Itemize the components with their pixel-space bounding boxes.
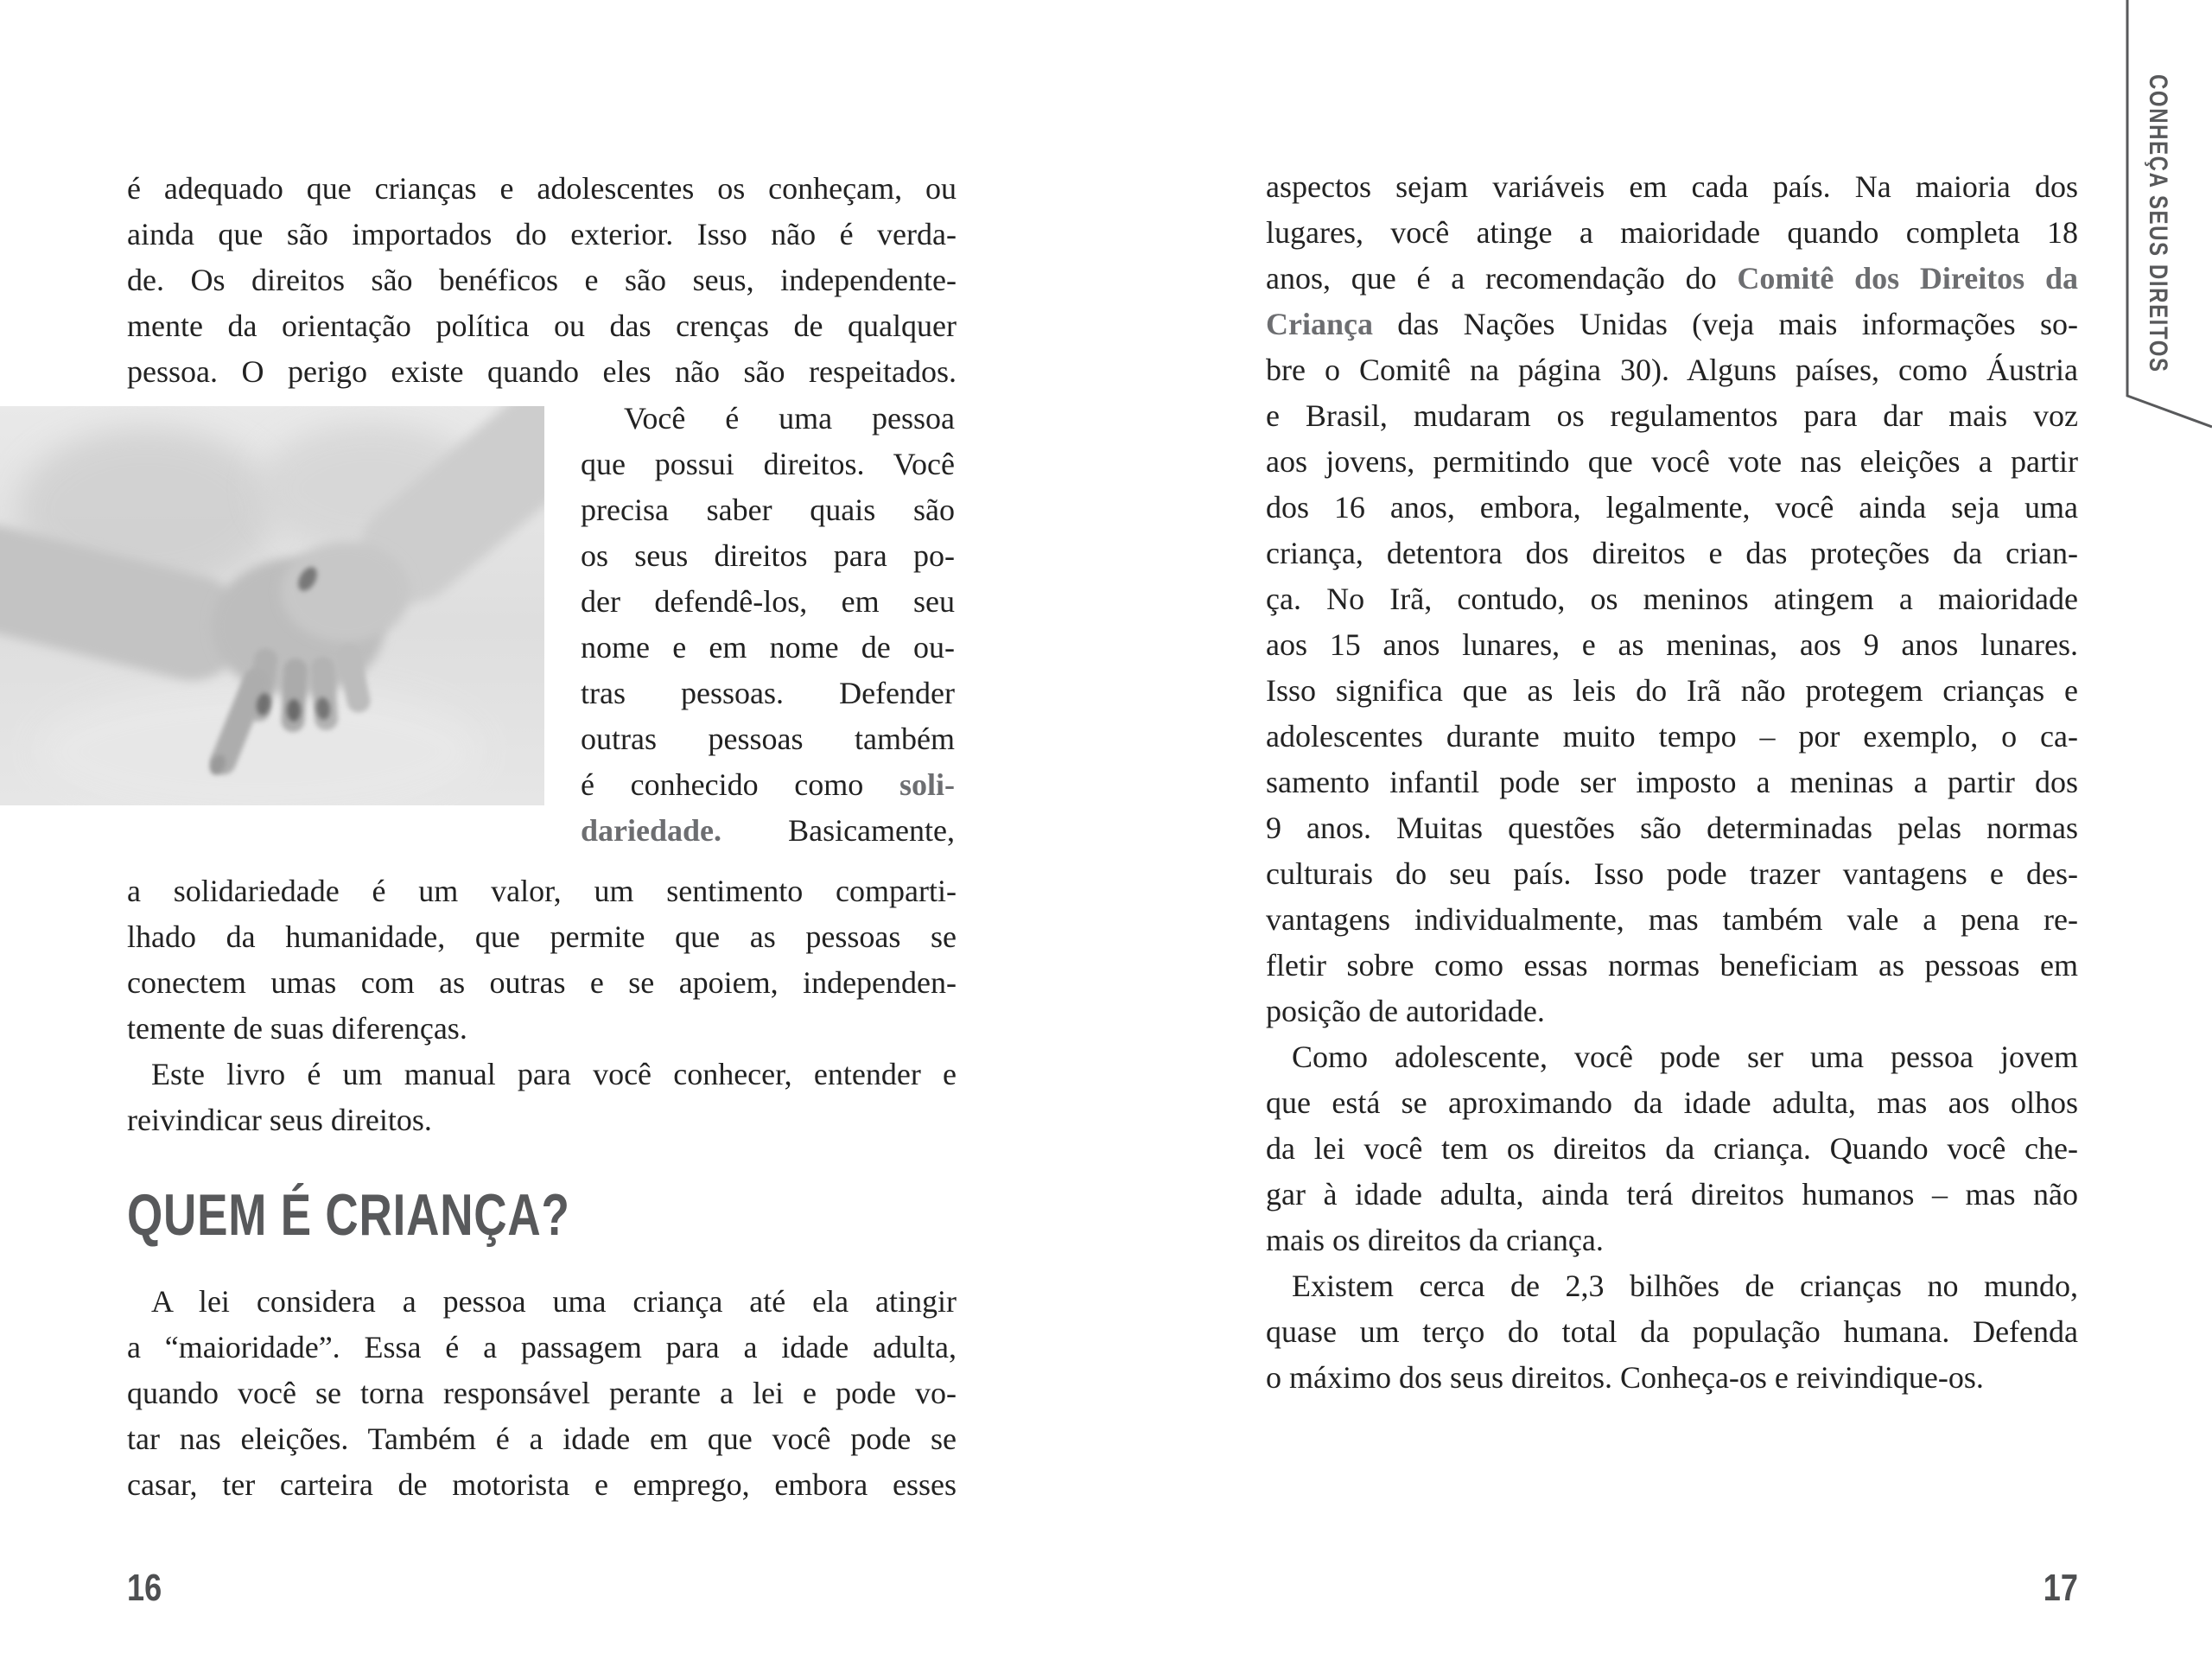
text-segment: o máximo dos seus direitos. Conheça-os e reivindique-os. (1266, 1360, 1984, 1395)
text-line (1266, 210, 2078, 256)
text-segment: posição de autoridade. (1266, 994, 1545, 1028)
text-line (1266, 760, 2078, 805)
accent-text-segment: Comitê dos Direitos da (1737, 261, 2078, 296)
text-line (1266, 1355, 2078, 1401)
holding-hands-photo-art (0, 406, 544, 805)
text-segment: aspectos sejam variáveis em cada país. Na maioria dos (1266, 169, 2078, 204)
text-segment: lhado da humanidade, que permite que as pessoas se (127, 919, 957, 954)
text-line (127, 258, 957, 303)
text-line (581, 716, 955, 762)
text-line (127, 166, 957, 212)
text-segment: de. Os direitos são benéficos e são seus, independente- (127, 263, 957, 297)
text-line (1266, 1126, 2078, 1172)
text-line (127, 1462, 957, 1508)
left-paragraph-intro (127, 166, 957, 395)
text-line (127, 1006, 957, 1052)
accent-text-segment: soli- (899, 767, 955, 802)
text-line (127, 212, 957, 258)
text-line (1266, 668, 2078, 714)
text-segment: quando você se torna responsável perante a lei e pode vo- (127, 1376, 957, 1410)
text-segment: outras pessoas também (581, 722, 955, 756)
text-segment: e Brasil, mudaram os regulamentos para dar mais voz (1266, 398, 2078, 433)
text-segment: ainda que são importados do exterior. Isso não é verda- (127, 217, 957, 251)
left-paragraph-manual (127, 1052, 957, 1143)
text-segment: culturais do seu país. Isso pode trazer vantagens e des- (1266, 856, 2078, 891)
text-segment: A lei considera a pessoa uma criança até ela atingir (151, 1284, 957, 1319)
text-line (127, 1279, 957, 1325)
text-line (1266, 622, 2078, 668)
text-line (1266, 576, 2078, 622)
text-line (1266, 347, 2078, 393)
text-segment: casar, ter carteira de motorista e emprego, embora esses (127, 1467, 957, 1502)
holding-hands-photo (0, 406, 544, 805)
text-line (1266, 164, 2078, 210)
text-segment: precisa saber quais são (581, 493, 955, 527)
page-number-left (127, 1569, 169, 1607)
text-segment: fletir sobre como essas normas beneficiam as pessoas em (1266, 948, 2078, 983)
text-line (127, 1052, 957, 1097)
text-line (1266, 805, 2078, 851)
text-segment: lugares, você atinge a maioridade quando completa 18 (1266, 215, 2078, 250)
text-segment: é adequado que crianças e adolescentes os conheçam, ou (127, 171, 957, 206)
text-segment: Basicamente, (721, 813, 955, 848)
text-line (1266, 1263, 2078, 1309)
text-line (127, 1371, 957, 1416)
text-segment: 9 anos. Muitas questões são determinadas pelas normas (1266, 811, 2078, 845)
text-segment: que está se aproximando da idade adulta, mas aos olhos (1266, 1085, 2078, 1120)
text-line (1266, 302, 2078, 347)
text-segment: que possui direitos. Você (581, 447, 955, 481)
accent-text-segment: Criança (1266, 307, 1373, 341)
text-line (581, 533, 955, 579)
text-line (127, 1325, 957, 1371)
text-line (127, 1416, 957, 1462)
text-segment: os seus direitos para po- (581, 538, 955, 573)
text-segment: aos jovens, permitindo que você vote nas eleições a partir (1266, 444, 2078, 479)
text-line (127, 960, 957, 1006)
text-segment: adolescentes durante muito tempo – por exemplo, o ca- (1266, 719, 2078, 754)
text-segment: Como adolescente, você pode ser uma pessoa jovem (1292, 1040, 2078, 1074)
text-segment: a “maioridade”. Essa é a passagem para a idade adulta, (127, 1330, 957, 1364)
chapter-tab-label: CONHEÇA SEUS DIREITOS (2144, 74, 2172, 373)
text-segment: quase um terço do total da população humana. Defenda (1266, 1314, 2078, 1349)
text-segment: der defendê-los, em seu (581, 584, 955, 619)
text-segment: ça. No Irã, contudo, os meninos atingem a maioridade (1266, 582, 2078, 616)
text-segment: a solidariedade é um valor, um sentimento comparti- (127, 874, 957, 908)
text-line (1266, 393, 2078, 439)
text-line (1266, 531, 2078, 576)
text-segment: Existem cerca de 2,3 bilhões de crianças no mundo, (1292, 1269, 2078, 1303)
text-line (581, 808, 955, 854)
text-line (581, 762, 955, 808)
text-segment: mente da orientação política ou das crenças de qualquer (127, 308, 957, 343)
text-line (127, 349, 957, 395)
text-segment: Você é uma pessoa (624, 401, 955, 436)
text-line (1266, 714, 2078, 760)
text-segment: Isso significa que as leis do Irã não protegem crianças e (1266, 673, 2078, 708)
text-segment: das Nações Unidas (veja mais informações so- (1372, 307, 2078, 341)
text-line (1266, 1034, 2078, 1080)
text-segment: anos, que é a recomendação do (1266, 261, 1738, 296)
text-line (1266, 1172, 2078, 1218)
text-segment: pessoa. O perigo existe quando eles não são respeitados. (127, 354, 957, 389)
text-line (1266, 851, 2078, 897)
left-paragraph-law (127, 1279, 957, 1508)
text-segment: gar à idade adulta, ainda terá direitos humanos – mas não (1266, 1177, 2078, 1212)
accent-text-segment: dariedade. (581, 813, 722, 848)
text-line (1266, 1309, 2078, 1355)
text-line (581, 442, 955, 487)
text-line (581, 625, 955, 671)
text-line (1266, 256, 2078, 302)
text-segment: reivindicar seus direitos. (127, 1103, 432, 1137)
page-number-right-value: 17 (2043, 1567, 2078, 1609)
text-segment: conectem umas com as outras e se apoiem, independen- (127, 965, 957, 1000)
page-number-left-value: 16 (127, 1567, 162, 1609)
text-line (581, 579, 955, 625)
text-line (581, 487, 955, 533)
text-line (1266, 1080, 2078, 1126)
text-segment: é conhecido como (581, 767, 899, 802)
text-line (581, 671, 955, 716)
right-page-column (1266, 164, 2078, 1401)
text-segment: criança, detentora dos direitos e das proteções da crian- (1266, 536, 2078, 570)
text-segment: mais os direitos da criança. (1266, 1223, 1604, 1257)
section-heading: QUEM É CRIANÇA? (127, 1182, 570, 1248)
text-line (127, 914, 957, 960)
text-line (1266, 989, 2078, 1034)
text-segment: nome e em nome de ou- (581, 630, 955, 665)
text-line (1266, 439, 2078, 485)
text-segment: tras pessoas. Defender (581, 676, 955, 710)
text-line (127, 303, 957, 349)
left-paragraph-wrap (581, 396, 955, 854)
text-line (581, 396, 955, 442)
page-number-right (2036, 1569, 2078, 1607)
text-segment: temente de suas diferenças. (127, 1011, 467, 1046)
text-segment: samento infantil pode ser imposto a meninas a partir dos (1266, 765, 2078, 799)
text-segment: Este livro é um manual para você conhecer, entender e (151, 1057, 957, 1091)
text-segment: aos 15 anos lunares, e as meninas, aos 9 anos lunares. (1266, 627, 2078, 662)
text-line (1266, 485, 2078, 531)
text-segment: dos 16 anos, embora, legalmente, você ainda seja uma (1266, 490, 2078, 525)
text-segment: da lei você tem os direitos da criança. Quando você che- (1266, 1131, 2078, 1166)
text-line (1266, 1218, 2078, 1263)
text-line (1266, 943, 2078, 989)
text-segment: bre o Comitê na página 30). Alguns países, como Áustria (1266, 353, 2078, 387)
text-segment: tar nas eleições. Também é a idade em que você pode se (127, 1421, 957, 1456)
text-line (127, 868, 957, 914)
left-paragraph-solidarity (127, 868, 957, 1052)
text-line (1266, 897, 2078, 943)
text-segment: vantagens individualmente, mas também vale a pena re- (1266, 902, 2078, 937)
text-line (127, 1097, 957, 1143)
